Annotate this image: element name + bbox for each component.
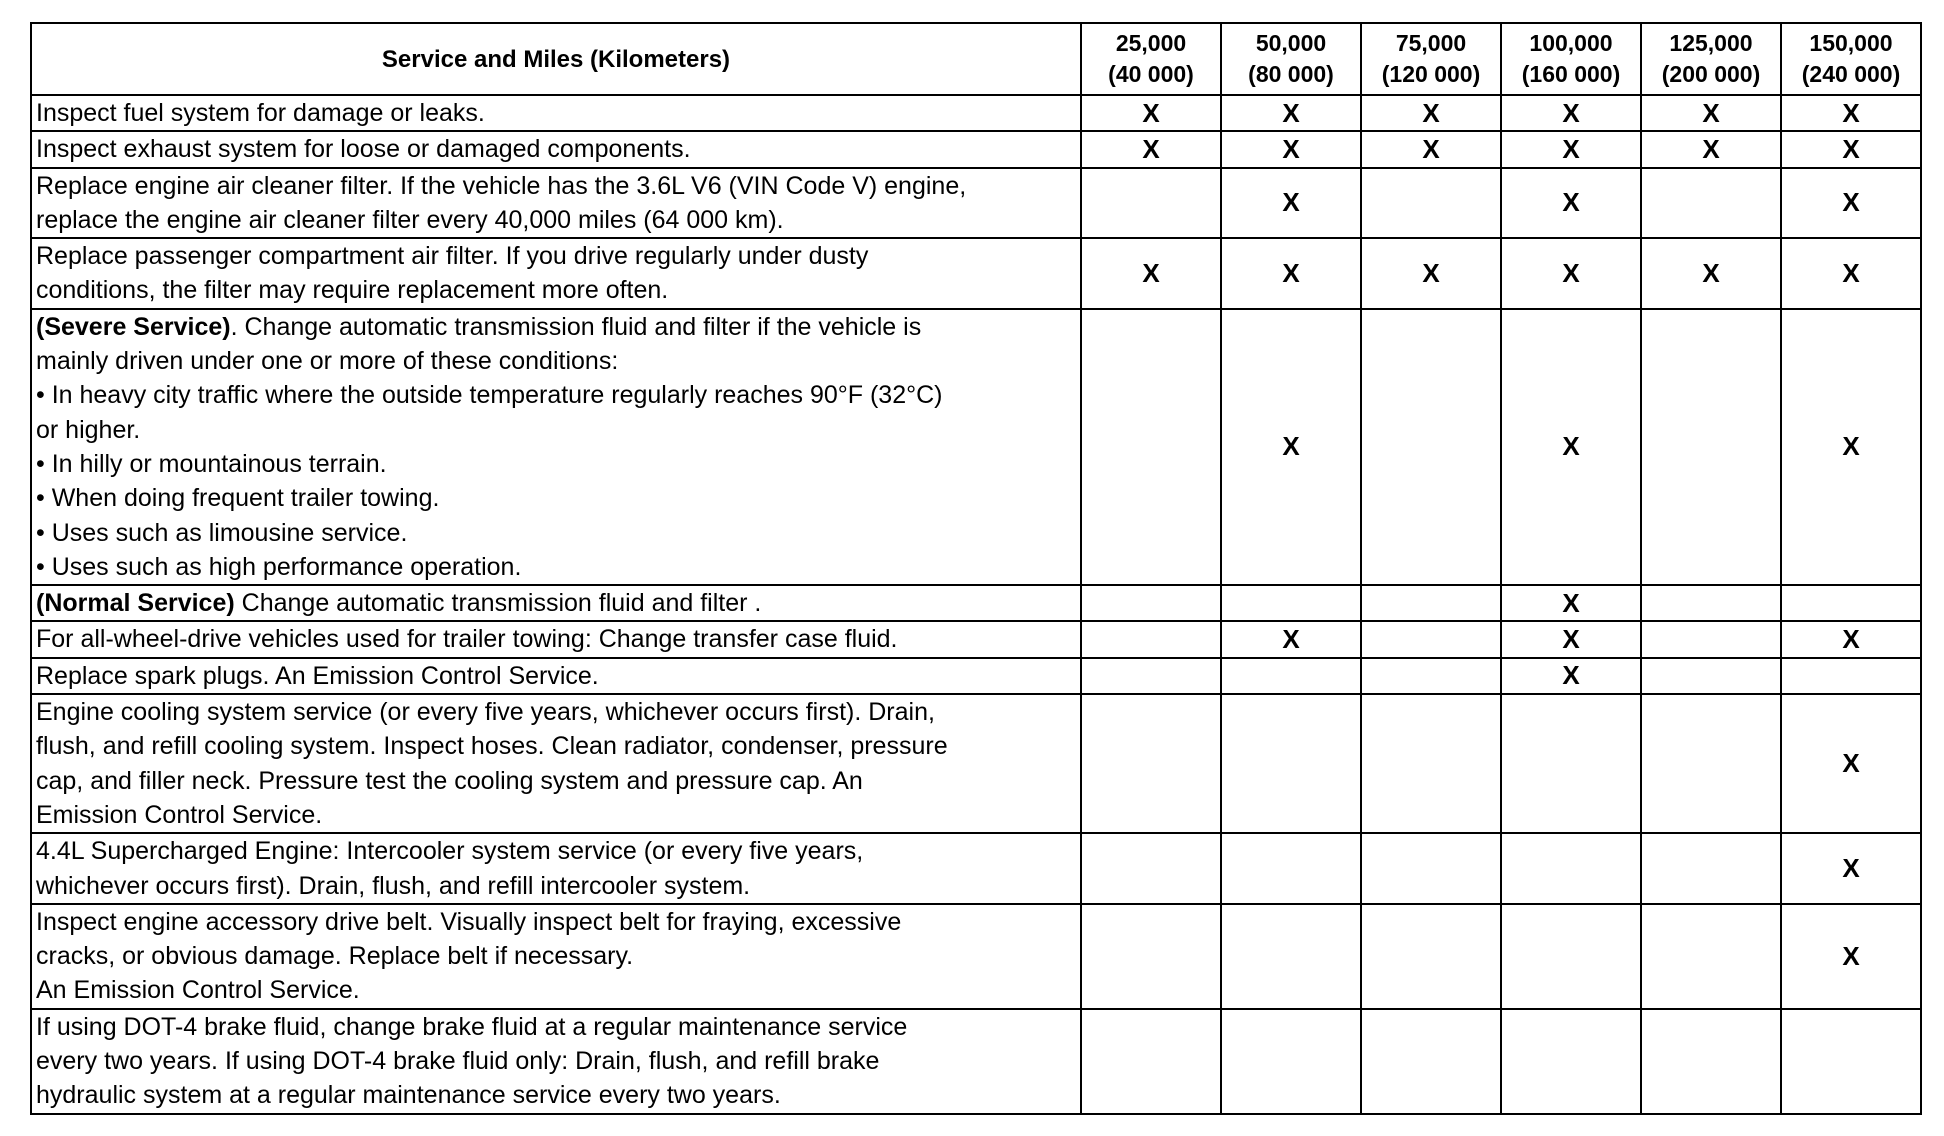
description-line: For all-wheel-drive vehicles used for trailer towing: Change transfer case fluid. [36, 625, 898, 654]
table-row [31, 95, 1921, 131]
interval-miles: 75,000 [1395, 30, 1467, 56]
interval-mark [1081, 168, 1221, 239]
interval-mark: X [1081, 131, 1221, 167]
description-line: • In hilly or mountainous terrain. [36, 449, 387, 478]
table-row [31, 168, 1921, 239]
header-row [31, 23, 1921, 95]
interval-km: (160 000) [1521, 61, 1621, 87]
description-line: replace the engine air cleaner filter every 40,000 miles (64 000 km). [36, 205, 784, 234]
table-row [31, 131, 1921, 167]
service-description [31, 621, 1081, 657]
description-line: cracks, or obvious damage. Replace belt if necessary. [36, 942, 634, 971]
interval-mark [1641, 168, 1781, 239]
interval-mark [1501, 694, 1641, 833]
interval-mark: X [1221, 131, 1361, 167]
interval-mark [1081, 694, 1221, 833]
interval-mark [1081, 658, 1221, 694]
interval-mark [1221, 833, 1361, 904]
interval-header [1221, 23, 1361, 95]
service-description [31, 238, 1081, 309]
interval-mark: X [1501, 131, 1641, 167]
service-description [31, 833, 1081, 904]
interval-mark: X [1501, 168, 1641, 239]
interval-mark: X [1501, 95, 1641, 131]
description-line: Emission Control Service. [36, 800, 323, 829]
interval-mark: X [1501, 621, 1641, 657]
interval-mark: X [1781, 238, 1921, 309]
service-type-label: (Severe Service) [36, 312, 231, 341]
interval-mark [1081, 309, 1221, 585]
description-line: • In heavy city traffic where the outside temperature regularly reaches 90°F (32°C) [36, 381, 943, 410]
service-description [31, 1009, 1081, 1114]
description-line: or higher. [36, 415, 141, 444]
interval-miles: 150,000 [1809, 30, 1893, 56]
interval-miles: 50,000 [1255, 30, 1327, 56]
interval-mark [1361, 904, 1501, 1009]
service-type-label: (Normal Service) [36, 589, 235, 618]
interval-mark [1081, 585, 1221, 621]
description-text: . Change automatic transmission fluid and filter if the vehicle is [230, 312, 922, 341]
interval-mark [1221, 904, 1361, 1009]
interval-mark: X [1221, 621, 1361, 657]
description-line: whichever occurs first). Drain, flush, and refill intercooler system. [36, 871, 751, 900]
description-line: Inspect exhaust system for loose or damaged components. [36, 135, 691, 164]
interval-km: (40 000) [1108, 61, 1194, 87]
interval-mark [1641, 585, 1781, 621]
service-description [31, 658, 1081, 694]
description-line: Inspect engine accessory drive belt. Visually inspect belt for fraying, excessive [36, 907, 902, 936]
interval-mark: X [1081, 95, 1221, 131]
interval-mark [1361, 309, 1501, 585]
description-line: An Emission Control Service. [36, 976, 360, 1005]
service-description [31, 585, 1081, 621]
interval-header [1361, 23, 1501, 95]
interval-header [1501, 23, 1641, 95]
interval-mark: X [1781, 694, 1921, 833]
interval-mark [1221, 1009, 1361, 1114]
interval-mark [1781, 658, 1921, 694]
interval-mark: X [1781, 621, 1921, 657]
interval-mark: X [1781, 131, 1921, 167]
interval-mark [1361, 168, 1501, 239]
service-description [31, 694, 1081, 833]
description-line: If using DOT-4 brake fluid, change brake fluid at a regular maintenance service [36, 1012, 908, 1041]
interval-mark: X [1501, 585, 1641, 621]
interval-mark: X [1781, 309, 1921, 585]
interval-header [1781, 23, 1921, 95]
description-line: every two years. If using DOT-4 brake fluid only: Drain, flush, and refill brake [36, 1047, 880, 1076]
table-row [31, 658, 1921, 694]
description-line: flush, and refill cooling system. Inspect hoses. Clean radiator, condenser, pressure [36, 732, 948, 761]
description-line: Engine cooling system service (or every five years, whichever occurs first). Drain, [36, 698, 935, 727]
interval-mark [1641, 1009, 1781, 1114]
service-description [31, 95, 1081, 131]
interval-mark: X [1781, 904, 1921, 1009]
interval-mark: X [1361, 95, 1501, 131]
description-line [36, 310, 1076, 344]
interval-km: (240 000) [1801, 61, 1901, 87]
interval-mark [1221, 658, 1361, 694]
description-text: Change automatic transmission fluid and filter . [234, 589, 762, 618]
description-line: Replace engine air cleaner filter. If the vehicle has the 3.6L V6 (VIN Code V) engine, [36, 171, 967, 200]
description-line: hydraulic system at a regular maintenance service every two years. [36, 1081, 781, 1110]
description-line: 4.4L Supercharged Engine: Intercooler system service (or every five years, [36, 837, 864, 866]
interval-mark [1641, 904, 1781, 1009]
interval-mark [1361, 621, 1501, 657]
description-line: conditions, the filter may require replacement more often. [36, 276, 669, 305]
interval-mark: X [1221, 95, 1361, 131]
interval-mark [1081, 904, 1221, 1009]
interval-mark: X [1501, 658, 1641, 694]
interval-mark [1361, 585, 1501, 621]
service-description [31, 309, 1081, 585]
interval-mark [1641, 658, 1781, 694]
table-row [31, 585, 1921, 621]
service-description [31, 168, 1081, 239]
description-line: • When doing frequent trailer towing. [36, 484, 440, 513]
interval-mark [1361, 833, 1501, 904]
interval-mark: X [1501, 238, 1641, 309]
interval-mark: X [1641, 238, 1781, 309]
service-description [31, 904, 1081, 1009]
interval-km: (200 000) [1661, 61, 1761, 87]
interval-mark [1501, 833, 1641, 904]
interval-mark [1781, 1009, 1921, 1114]
interval-mark: X [1221, 238, 1361, 309]
interval-miles: 25,000 [1115, 30, 1187, 56]
interval-mark [1501, 904, 1641, 1009]
interval-header [1641, 23, 1781, 95]
interval-mark [1641, 621, 1781, 657]
table-row [31, 904, 1921, 1009]
table-row [31, 1009, 1921, 1114]
interval-mark: X [1221, 168, 1361, 239]
table-row [31, 309, 1921, 585]
service-header: Service and Miles (Kilometers) [31, 23, 1081, 95]
interval-mark [1361, 694, 1501, 833]
description-line: Inspect fuel system for damage or leaks. [36, 99, 485, 127]
table-row [31, 238, 1921, 309]
interval-mark [1641, 309, 1781, 585]
maintenance-schedule [30, 22, 1920, 1115]
description-line: mainly driven under one or more of these conditions: [36, 347, 619, 376]
interval-mark: X [1081, 238, 1221, 309]
interval-mark: X [1641, 95, 1781, 131]
interval-mark [1081, 833, 1221, 904]
interval-header [1081, 23, 1221, 95]
description-line: • Uses such as high performance operation. [36, 552, 522, 581]
description-line [36, 586, 1076, 620]
table-row [31, 621, 1921, 657]
description-line: Replace passenger compartment air filter. If you drive regularly under dusty [36, 242, 869, 271]
interval-mark [1361, 1009, 1501, 1114]
interval-km: (120 000) [1381, 61, 1481, 87]
interval-mark [1221, 694, 1361, 833]
table-row [31, 833, 1921, 904]
description-line: • Uses such as limousine service. [36, 518, 408, 547]
interval-mark: X [1781, 833, 1921, 904]
interval-mark [1501, 1009, 1641, 1114]
interval-mark: X [1781, 168, 1921, 239]
maintenance-schedule-table [30, 22, 1922, 1115]
interval-mark [1781, 585, 1921, 621]
interval-mark: X [1641, 131, 1781, 167]
description-line: Replace spark plugs. An Emission Control Service. [36, 661, 599, 690]
interval-mark [1641, 833, 1781, 904]
interval-mark: X [1501, 309, 1641, 585]
interval-mark: X [1781, 95, 1921, 131]
interval-miles: 125,000 [1669, 30, 1753, 56]
interval-mark: X [1361, 131, 1501, 167]
service-description [31, 131, 1081, 167]
description-line: cap, and filler neck. Pressure test the cooling system and pressure cap. An [36, 766, 863, 795]
interval-mark [1361, 658, 1501, 694]
table-row [31, 694, 1921, 833]
interval-km: (80 000) [1248, 61, 1334, 87]
interval-mark [1081, 1009, 1221, 1114]
interval-mark [1221, 585, 1361, 621]
interval-mark: X [1221, 309, 1361, 585]
interval-mark [1081, 621, 1221, 657]
interval-mark [1641, 694, 1781, 833]
interval-miles: 100,000 [1529, 30, 1613, 56]
interval-mark: X [1361, 238, 1501, 309]
